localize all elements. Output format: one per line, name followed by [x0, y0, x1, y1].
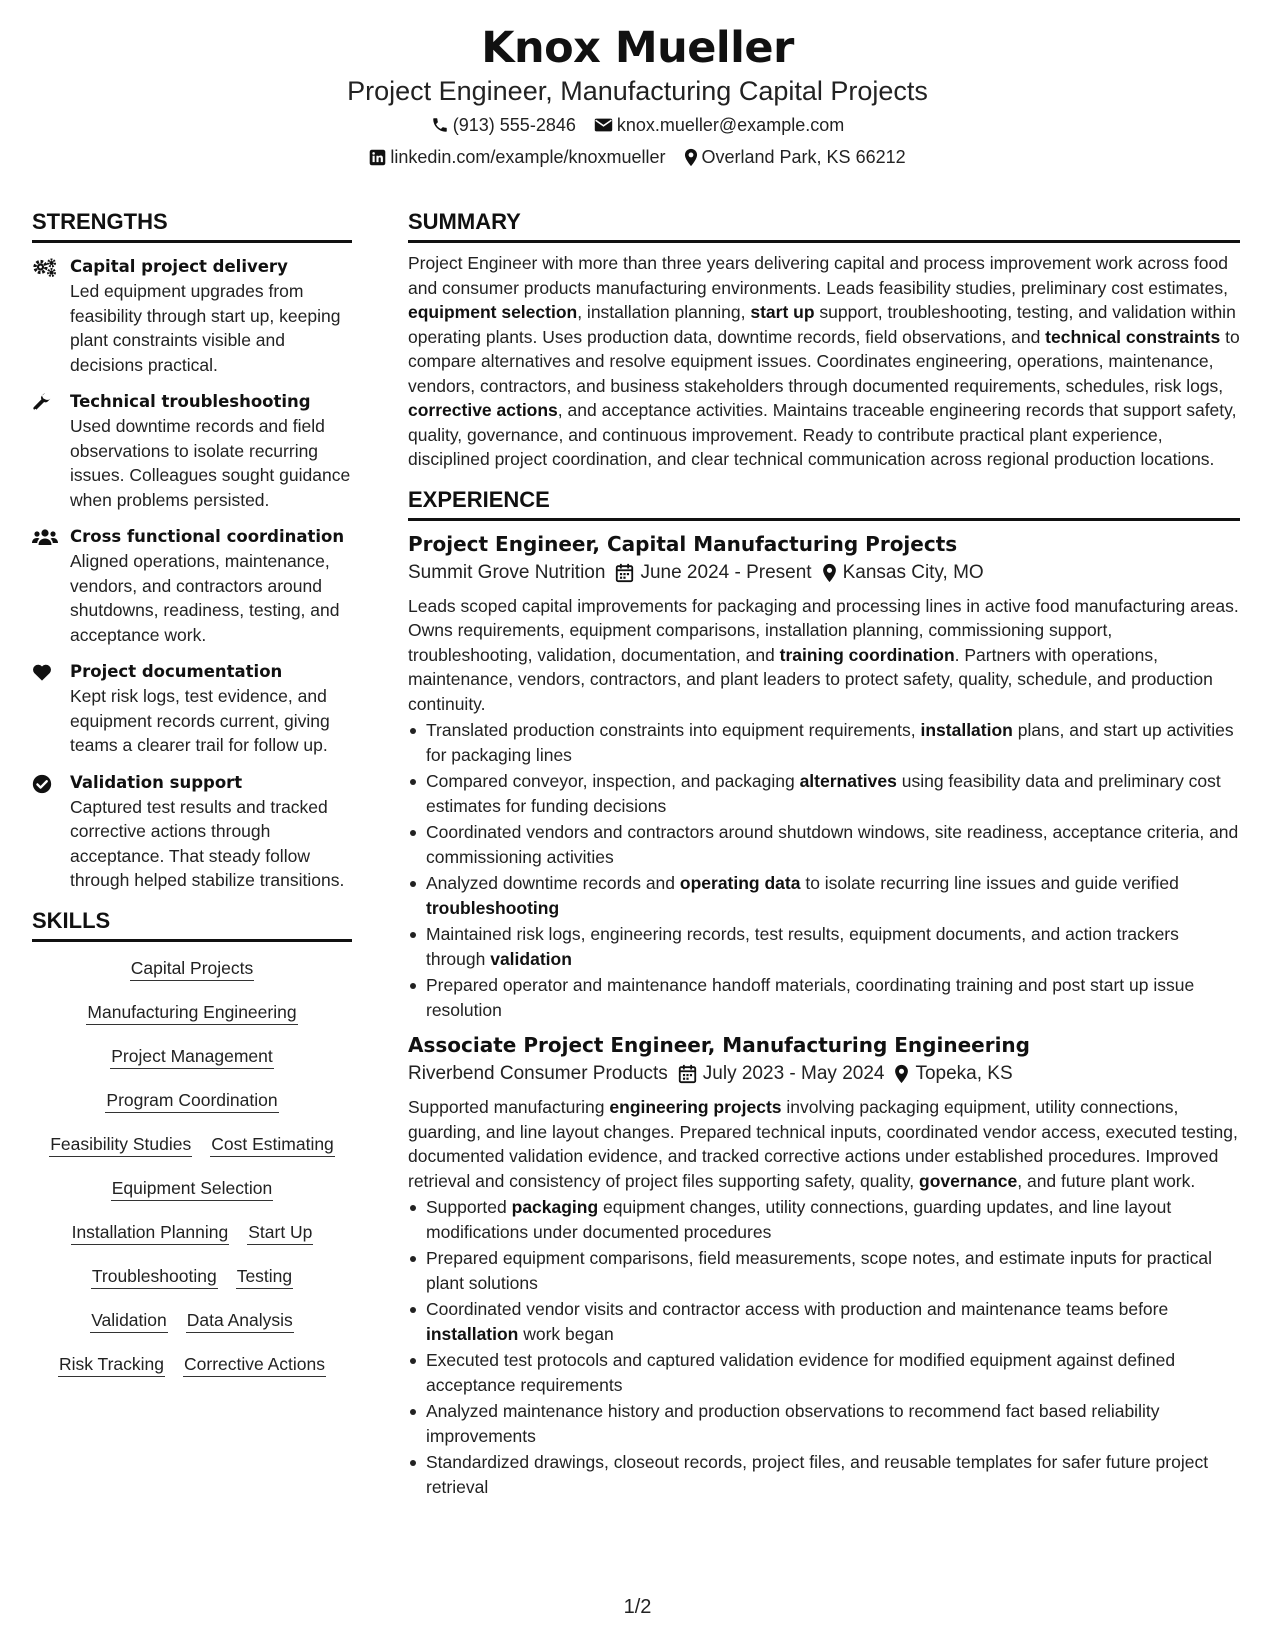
page-number: 1/2 — [623, 1596, 652, 1618]
skill-tag: Capital Projects — [130, 956, 255, 981]
skill-tag: Validation — [90, 1308, 168, 1333]
skill-row — [32, 1132, 352, 1157]
calendar-icon — [678, 1064, 697, 1084]
summary-text: Project Engineer with more than three years delivering capital and process improvement work across food and consumer products manufacturing environments. Leads feasibility studies, preliminary cost estimates, equipment selection, installation planning, start up support, troubleshooting, testing, and validation within operating plants. Uses production data, downtime records, field observations, and technical constraints to compare alternatives and resolve equipment issues. Coordinates engineering, operations, maintenance, vendors, contractors, and business stakeholders through documented requirements, schedules, risk logs, corrective actions, and acceptance activities. Maintains traceable engineering records that support safety, quality, governance, and continuous improvement. Ready to contribute practical plant experience, disciplined project coordination, and clear technical communication across regional production locations. — [408, 253, 1240, 469]
strengths-heading: STRENGTHS — [32, 208, 352, 243]
job-company: Summit Grove Nutrition — [408, 561, 606, 583]
job-company: Riverbend Consumer Products — [408, 1063, 668, 1084]
strength-description: Led equipment upgrades from feasibility through start up, keeping plant constraints visible and decisions practical. — [70, 281, 341, 375]
skill-row — [32, 1352, 352, 1377]
skill-row — [32, 1000, 352, 1025]
strength-title: Project documentation — [70, 662, 283, 681]
strength-title: Technical troubleshooting — [70, 392, 311, 411]
job-location — [822, 560, 984, 586]
job-title: Project Engineer, Capital Manufacturing Projects — [408, 531, 958, 556]
job-meta — [408, 560, 1240, 586]
phone-number: (913) 555-2846 — [452, 115, 576, 135]
location-text: Overland Park, KS 66212 — [701, 147, 906, 167]
bullet-item: Compared conveyor, inspection, and packaging alternatives using feasibility data and preliminary cost estimates for funding decisions — [408, 769, 1240, 818]
skill-tag: Troubleshooting — [91, 1264, 218, 1289]
heart-icon — [32, 663, 52, 681]
job-description: Supported manufacturing engineering projects involving packaging equipment, utility connections, guarding, and line layout changes. Prepared technical inputs, coordinated vendor access, executed testing, documented validation evidence, and tracked corrective actions under established procedures. Improved retrieval and consistency of project files supporting safety, quality, governance, and future plant work. — [408, 1097, 1238, 1191]
bullet-item: Maintained risk logs, engineering records, test results, equipment documents, and action trackers through validation — [408, 922, 1240, 971]
skill-tag: Data Analysis — [186, 1308, 294, 1333]
bullet-item: Standardized drawings, closeout records, project files, and reusable templates for safer future project retrieval — [408, 1450, 1240, 1499]
skill-tag: Feasibility Studies — [49, 1132, 192, 1157]
skill-row — [32, 1044, 352, 1069]
bullet-item: Analyzed maintenance history and production observations to recommend fact based reliability improvements — [408, 1399, 1240, 1448]
experience-section — [408, 486, 1240, 1500]
gears-icon — [32, 258, 58, 278]
map-pin-icon — [684, 148, 698, 167]
strength-item — [32, 660, 352, 758]
job-location — [894, 1061, 1012, 1087]
job-dates — [678, 1061, 885, 1087]
check-circle-icon — [32, 774, 52, 794]
skill-row — [32, 1176, 352, 1201]
job-entry — [408, 1032, 1240, 1499]
skill-tag: Risk Tracking — [58, 1352, 165, 1377]
job-description: Leads scoped capital improvements for packaging and processing lines in active food manufacturing areas. Owns requirements, equipment comparisons, installation planning, commissioning support, troubleshooting, validation, documentation, and training coordination. Partners with operations, maintenance, vendors, contractors, and plant leaders to protect safety, quality, schedule, and production continuity. — [408, 595, 1239, 714]
calendar-icon — [615, 563, 634, 583]
strength-item — [32, 390, 352, 512]
job-bullets — [408, 718, 1240, 1022]
contact-phone[interactable] — [431, 113, 576, 137]
bullet-item: Translated production constraints into equipment requirements, installation plans, and start up activities for packaging lines — [408, 718, 1240, 767]
bullet-item: Coordinated vendors and contractors around shutdown windows, site readiness, acceptance criteria, and commissioning activities — [408, 820, 1240, 869]
job-dates — [615, 560, 811, 586]
skill-row — [32, 1308, 352, 1333]
bullet-item: Supported packaging equipment changes, utility connections, guarding updates, and line layout modifications under documented procedures — [408, 1195, 1240, 1244]
bullet-item: Prepared operator and maintenance handoff materials, coordinating training and post start up issue resolution — [408, 973, 1240, 1022]
contact-linkedin[interactable] — [369, 145, 665, 169]
bullet-item: Coordinated vendor visits and contractor access with production and maintenance teams before installation work began — [408, 1297, 1240, 1346]
linkedin-icon — [369, 149, 386, 166]
strength-item — [32, 255, 352, 377]
candidate-title: Project Engineer, Manufacturing Capital Projects — [347, 76, 928, 106]
strength-description: Kept risk logs, test evidence, and equipment records current, giving teams a clearer trail for follow up. — [70, 686, 330, 755]
summary-heading: SUMMARY — [408, 208, 1240, 243]
bullet-item: Prepared equipment comparisons, field measurements, scope notes, and estimate inputs for practical plant solutions — [408, 1246, 1240, 1295]
map-pin-icon — [894, 1064, 909, 1084]
skill-row — [32, 1220, 352, 1245]
strength-title: Validation support — [70, 772, 243, 792]
bullet-item: Executed test protocols and captured validation evidence for modified equipment against defined acceptance requirements — [408, 1348, 1240, 1397]
skill-row — [32, 956, 352, 981]
wrench-icon — [32, 393, 52, 413]
strength-description: Captured test results and tracked corrective actions through acceptance. That steady follow through helped stabilize transitions. — [70, 796, 345, 890]
job-title: Associate Project Engineer, Manufacturing Engineering — [408, 1033, 1030, 1057]
contact-row-primary — [0, 113, 1275, 137]
contact-email[interactable] — [594, 113, 844, 137]
strength-title: Cross functional coordination — [70, 527, 345, 546]
linkedin-url: linkedin.com/example/knoxmueller — [390, 147, 666, 167]
skill-row — [32, 1088, 352, 1113]
skill-row — [32, 1264, 352, 1289]
job-dates-text: June 2024 - Present — [640, 561, 812, 583]
envelope-icon — [594, 117, 613, 133]
skill-tag: Manufacturing Engineering — [86, 1000, 297, 1025]
strength-item — [32, 771, 352, 893]
job-meta — [408, 1061, 1240, 1087]
contact-location — [684, 145, 906, 169]
strength-item — [32, 525, 352, 647]
skill-tag: Cost Estimating — [210, 1132, 335, 1157]
skills-section — [32, 907, 352, 1377]
right-column — [408, 208, 1240, 1501]
strengths-list — [32, 255, 352, 893]
job-location-text: Topeka, KS — [915, 1063, 1013, 1084]
resume-header — [0, 22, 1275, 169]
strength-description: Aligned operations, maintenance, vendors, and contractors around shutdowns, readiness, testing, and acceptance work. — [70, 551, 340, 645]
job-location-text: Kansas City, MO — [842, 561, 984, 583]
strength-title: Capital project delivery — [70, 257, 288, 276]
map-pin-icon — [822, 563, 837, 583]
email-address: knox.mueller@example.com — [616, 115, 845, 135]
experience-heading: EXPERIENCE — [408, 486, 1240, 521]
job-entry — [408, 531, 1240, 1023]
candidate-name: Knox Mueller — [481, 23, 794, 73]
skill-tag: Testing — [236, 1264, 293, 1289]
contact-row-secondary — [0, 145, 1275, 169]
users-icon — [32, 528, 58, 546]
skill-tag: Corrective Actions — [183, 1352, 326, 1377]
phone-icon — [431, 116, 449, 134]
bullet-item: Analyzed downtime records and operating data to isolate recurring line issues and guide verified troubleshooting — [408, 871, 1240, 920]
strength-description: Used downtime records and field observations to isolate recurring issues. Colleagues sought guidance when problems persisted. — [70, 416, 351, 510]
skill-tag: Equipment Selection — [111, 1176, 274, 1201]
skill-tag: Program Coordination — [105, 1088, 278, 1113]
skill-tag: Project Management — [110, 1044, 273, 1069]
skill-tag: Installation Planning — [71, 1220, 230, 1245]
job-dates-text: July 2023 - May 2024 — [702, 1063, 885, 1084]
skills-list — [32, 956, 352, 1377]
job-bullets — [408, 1195, 1240, 1499]
skills-heading: SKILLS — [32, 907, 352, 942]
skill-tag: Start Up — [247, 1220, 313, 1245]
left-column — [32, 208, 352, 1396]
